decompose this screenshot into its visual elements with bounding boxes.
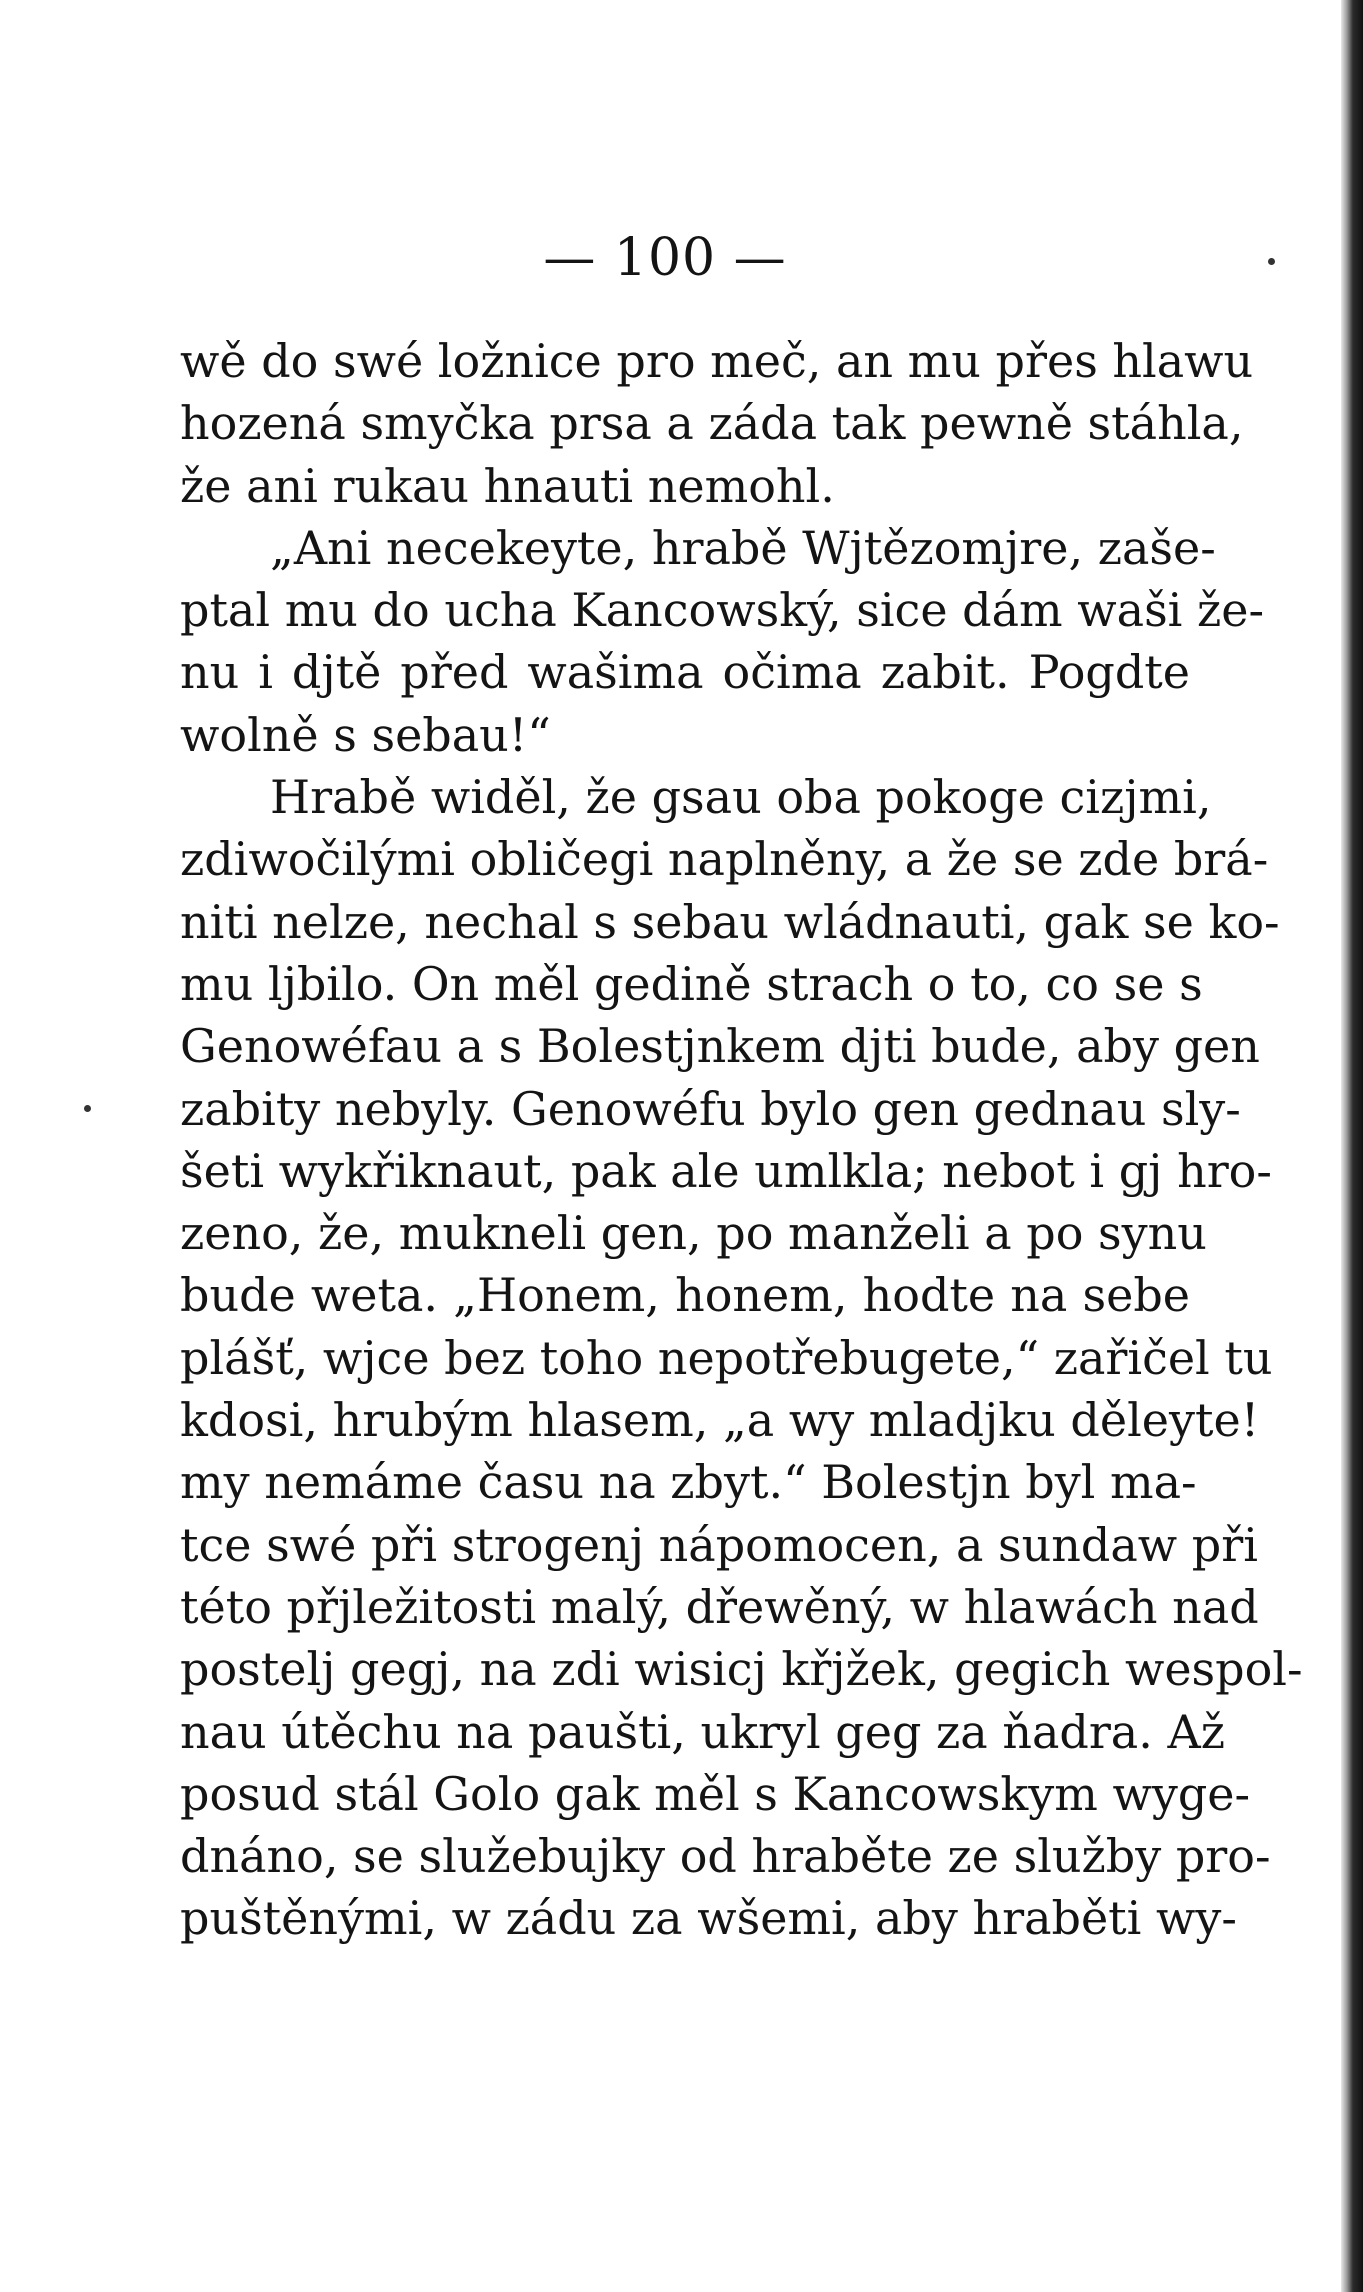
- text-line: zabity nebyly. Genowéfu bylo gen gednau sly-: [180, 1081, 1241, 1136]
- text-line: my nemáme času na zbyt.“ Bolestjn byl ma-: [180, 1455, 1197, 1510]
- text-line: „Ani necekeyte, hrabě Wjtězomjre, zaše-: [270, 520, 1216, 575]
- text-line: postelj gegj, na zdi wisicj křjžek, gegich wespol-: [180, 1642, 1303, 1697]
- text-line: této přjležitosti malý, dřewěný, w hlawách nad: [180, 1579, 1259, 1634]
- text-line: niti nelze, nechal s sebau wládnauti, gak se ko-: [180, 894, 1280, 949]
- text-line: wolně s sebau!“: [180, 707, 551, 762]
- text-line: plášť, wjce bez toho nepotřebugete,“ zařičel tu: [180, 1330, 1273, 1385]
- scan-edge-shadow: [1341, 0, 1363, 2292]
- text-line: nu i djtě před wašima očima zabit. Pogdte: [180, 645, 1190, 700]
- text-line: wě do swé ložnice pro meč, an mu přes hlawu: [180, 334, 1254, 388]
- text-line: tce swé při strogenj nápomocen, a sundaw při: [180, 1517, 1258, 1572]
- scan-speck: [1268, 258, 1275, 265]
- text-line: bude weta. „Honem, honem, hodte na sebe: [180, 1268, 1190, 1323]
- text-line: posud stál Golo gak měl s Kancowskym wyge-: [180, 1766, 1251, 1821]
- scan-speck: [84, 1105, 91, 1112]
- text-line: puštěnými, w zádu za wšemi, aby hraběti wy-: [180, 1891, 1237, 1946]
- text-line: Hrabě widěl, že gsau oba pokoge cizjmi,: [270, 770, 1212, 825]
- text-line: že ani rukau hnauti nemohl.: [180, 458, 835, 513]
- text-line: nau útěchu na paušti, ukryl geg za ňadra. Až: [180, 1704, 1225, 1759]
- text-line: mu ljbilo. On měl gedině strach o to, co se s: [180, 956, 1203, 1011]
- page-number: — 100 —: [543, 228, 787, 288]
- text-line: zeno, že, mukneli gen, po manželi a po synu: [180, 1206, 1207, 1261]
- text-line: dnáno, se služebujky od hraběte ze služby pro-: [180, 1829, 1271, 1884]
- text-line: šeti wykřiknaut, pak ale umlkla; nebot i gj hro-: [180, 1143, 1272, 1198]
- body-text: [180, 330, 1303, 1950]
- text-line: Genowéfau a s Bolestjnkem djti bude, aby gen: [180, 1019, 1260, 1074]
- text-line: ptal mu do ucha Kancowský, sice dám waši že-: [180, 583, 1265, 638]
- text-line: kdosi, hrubým hlasem, „a wy mladjku děleyte!: [180, 1393, 1260, 1448]
- text-line: zdiwočilými obličegi naplněny, a že se zde brá-: [180, 832, 1269, 887]
- text-line: hozená smyčka prsa a záda tak pewně stáhla,: [180, 396, 1244, 451]
